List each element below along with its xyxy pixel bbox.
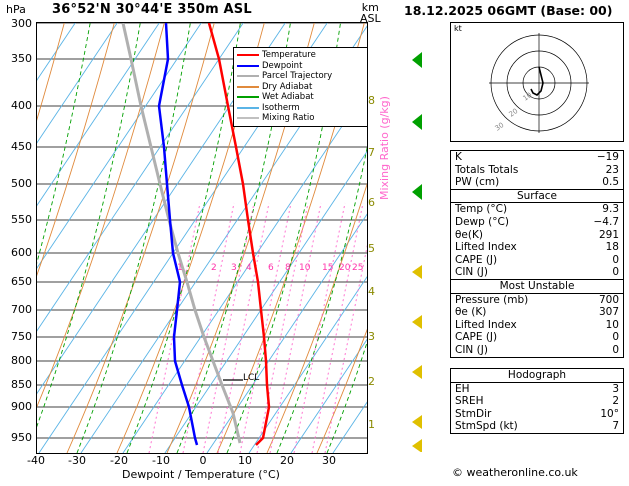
- mu-value-pressure: 700: [598, 293, 619, 306]
- surface-label-cin: CIN (J): [455, 266, 488, 279]
- mu-label-thetae: θe (K): [455, 306, 487, 319]
- ytick-350: 350: [11, 52, 32, 65]
- surface-section-header: Surface: [451, 189, 623, 204]
- ytick-500: 500: [11, 177, 32, 190]
- km-tick-3: 3: [368, 330, 375, 343]
- hodograph-table: [450, 368, 624, 434]
- legend-item-wet-adiabat: [237, 92, 368, 103]
- legend-item-isotherm: [237, 103, 368, 114]
- mix-label-4: 4: [246, 263, 252, 273]
- ytick-700: 700: [11, 303, 32, 316]
- mu-label-li: Lifted Index: [455, 318, 517, 331]
- xtick--10: -10: [152, 454, 170, 467]
- surface-label-cape: CAPE (J): [455, 253, 498, 266]
- legend: [233, 47, 368, 127]
- mu-label-cin: CIN (J): [455, 343, 488, 356]
- hodograph-trace: [531, 67, 543, 95]
- surface-value-temp: 9.3: [602, 203, 619, 216]
- index-row-k: [451, 151, 623, 164]
- hodo-label-eh: EH: [455, 382, 470, 395]
- surface-row-cape: [451, 254, 623, 267]
- mu-row-thetae: [451, 306, 623, 319]
- hodo-row-sreh: [451, 395, 623, 408]
- legend-label-mixing-ratio: Mixing Ratio: [262, 113, 315, 123]
- mix-label-15: 15: [322, 263, 334, 273]
- index-value-pw: 0.5: [602, 176, 619, 189]
- mu-row-pressure: [451, 294, 623, 307]
- km-tick-7: 7: [368, 146, 375, 159]
- pressure-axis-unit: hPa: [6, 3, 26, 16]
- surface-value-cin: 0: [612, 266, 619, 279]
- mixing-ratio-value-labels: [37, 263, 367, 277]
- ytick-450: 450: [11, 140, 32, 153]
- legend-label-temperature: Temperature: [262, 50, 316, 60]
- surface-label-li: Lifted Index: [455, 241, 517, 254]
- surface-value-dewp: −4.7: [593, 215, 619, 228]
- km-tick-5: 5: [368, 242, 375, 255]
- hodo-label-stmspd: StmSpd (kt): [455, 420, 518, 433]
- mu-value-cape: 0: [612, 331, 619, 344]
- index-label-totals: Totals Totals: [455, 163, 519, 176]
- hodograph-svg: [451, 23, 623, 141]
- hodo-value-sreh: 2: [612, 395, 619, 408]
- wind-barb-column: [400, 22, 430, 452]
- km-tick-1: 1: [368, 418, 375, 431]
- mixing-ratio-axis-title: Mixing Ratio (g/kg): [378, 96, 391, 200]
- hodo-row-eh: [451, 383, 623, 396]
- legend-label-wet-adiabat: Wet Adiabat: [262, 92, 314, 102]
- ytick-300: 300: [11, 17, 32, 30]
- mix-label-1: 1: [177, 263, 183, 273]
- ytick-600: 600: [11, 246, 32, 259]
- ytick-550: 550: [11, 213, 32, 226]
- surface-row-li: [451, 241, 623, 254]
- hodograph-unit: kt: [454, 24, 462, 33]
- index-value-k: −19: [596, 151, 619, 163]
- km-tick-4: 4: [368, 285, 375, 298]
- legend-item-dewpoint: [237, 61, 368, 72]
- km-tick-2: 2: [368, 375, 375, 388]
- hodo-label-stmdir: StmDir: [455, 407, 492, 420]
- legend-item-parcel: [237, 71, 368, 82]
- mu-row-cin: [451, 344, 623, 357]
- ytick-850: 850: [11, 378, 32, 391]
- xtick--30: -30: [68, 454, 86, 467]
- mu-row-cape: [451, 331, 623, 344]
- mu-label-pressure: Pressure (mb): [455, 293, 529, 306]
- legend-label-parcel: Parcel Trajectory: [262, 71, 333, 81]
- dewpoint-line: [159, 23, 197, 445]
- legend-label-isotherm: Isotherm: [262, 102, 300, 113]
- hodo-value-eh: 3: [612, 382, 619, 395]
- surface-label-dewp: Dewp (°C): [455, 215, 509, 228]
- surface-value-thetae: 291: [598, 228, 619, 241]
- mu-row-li: [451, 319, 623, 332]
- most-unstable-section-header: Most Unstable: [451, 279, 623, 294]
- hodograph-ring-labels: [494, 91, 534, 133]
- x-axis-title: Dewpoint / Temperature (°C): [122, 468, 280, 481]
- ytick-750: 750: [11, 330, 32, 343]
- legend-label-dry-adiabat: Dry Adiabat: [262, 81, 313, 92]
- legend-item-dry-adiabat: [237, 82, 368, 93]
- legend-label-dewpoint: Dewpoint: [262, 60, 303, 71]
- copyright-text: © weatheronline.co.uk: [452, 466, 578, 479]
- svg-text:20: 20: [507, 106, 520, 119]
- index-value-totals: 23: [605, 163, 619, 176]
- mu-value-thetae: 307: [598, 306, 619, 319]
- xtick-20: 20: [280, 454, 294, 467]
- surface-row-dewp: [451, 216, 623, 229]
- hodo-label-sreh: SREH: [455, 395, 484, 408]
- mix-label-3: 3: [231, 263, 237, 273]
- mix-label-10: 10: [299, 263, 311, 273]
- mu-label-cape: CAPE (J): [455, 331, 498, 344]
- mu-value-li: 10: [605, 318, 619, 331]
- wind-barb-yellow: [412, 265, 422, 452]
- hodo-value-stmspd: 7: [612, 420, 619, 433]
- ytick-950: 950: [11, 431, 32, 444]
- hodo-row-stmdir: [451, 408, 623, 421]
- xtick--20: -20: [110, 454, 128, 467]
- hodo-value-stmdir: 10°: [600, 407, 619, 420]
- mix-label-6: 6: [268, 263, 274, 273]
- hodograph-section-header: Hodograph: [451, 369, 623, 383]
- legend-item-temperature: [237, 50, 368, 61]
- surface-value-cape: 0: [612, 253, 619, 266]
- run-datetime: 18.12.2025 06GMT (Base: 00): [404, 3, 613, 18]
- mix-label-8: 8: [285, 263, 291, 273]
- km-tick-8: 8: [368, 94, 375, 107]
- mix-label-20: 20: [339, 263, 351, 273]
- xtick--40: -40: [27, 454, 45, 467]
- svg-text:10: 10: [521, 90, 534, 103]
- ytick-900: 900: [11, 400, 32, 413]
- mix-label-2: 2: [211, 263, 217, 273]
- indices-table: [450, 150, 624, 358]
- index-row-pw: [451, 176, 623, 189]
- station-title: 36°52'N 30°44'E 350m ASL: [52, 2, 252, 17]
- surface-label-temp: Temp (°C): [455, 203, 508, 216]
- km-tick-6: 6: [368, 196, 375, 209]
- xtick-10: 10: [238, 454, 252, 467]
- svg-text:30: 30: [493, 120, 506, 133]
- xtick-30: 30: [322, 454, 336, 467]
- xtick-0: 0: [199, 454, 207, 467]
- surface-value-li: 18: [605, 241, 619, 254]
- ytick-650: 650: [11, 275, 32, 288]
- index-label-k: K: [455, 151, 462, 163]
- mix-label-25: 25: [352, 263, 364, 273]
- surface-row-thetae: [451, 229, 623, 242]
- skewt-plot-area: [36, 22, 368, 454]
- index-row-totals: [451, 164, 623, 177]
- hodo-row-stmspd: [451, 420, 623, 433]
- hodograph-plot: [450, 22, 624, 142]
- mu-value-cin: 0: [612, 343, 619, 356]
- surface-label-thetae: θe(K): [455, 228, 483, 241]
- ytick-400: 400: [11, 99, 32, 112]
- altitude-axis-unit: km ASL: [360, 1, 381, 25]
- surface-row-temp: [451, 203, 623, 216]
- surface-row-cin: [451, 266, 623, 279]
- lcl-label: LCL: [243, 373, 260, 383]
- wind-barb-green: [412, 52, 422, 200]
- index-label-pw: PW (cm): [455, 176, 500, 189]
- legend-item-mixing-ratio: [237, 113, 368, 124]
- ytick-800: 800: [11, 354, 32, 367]
